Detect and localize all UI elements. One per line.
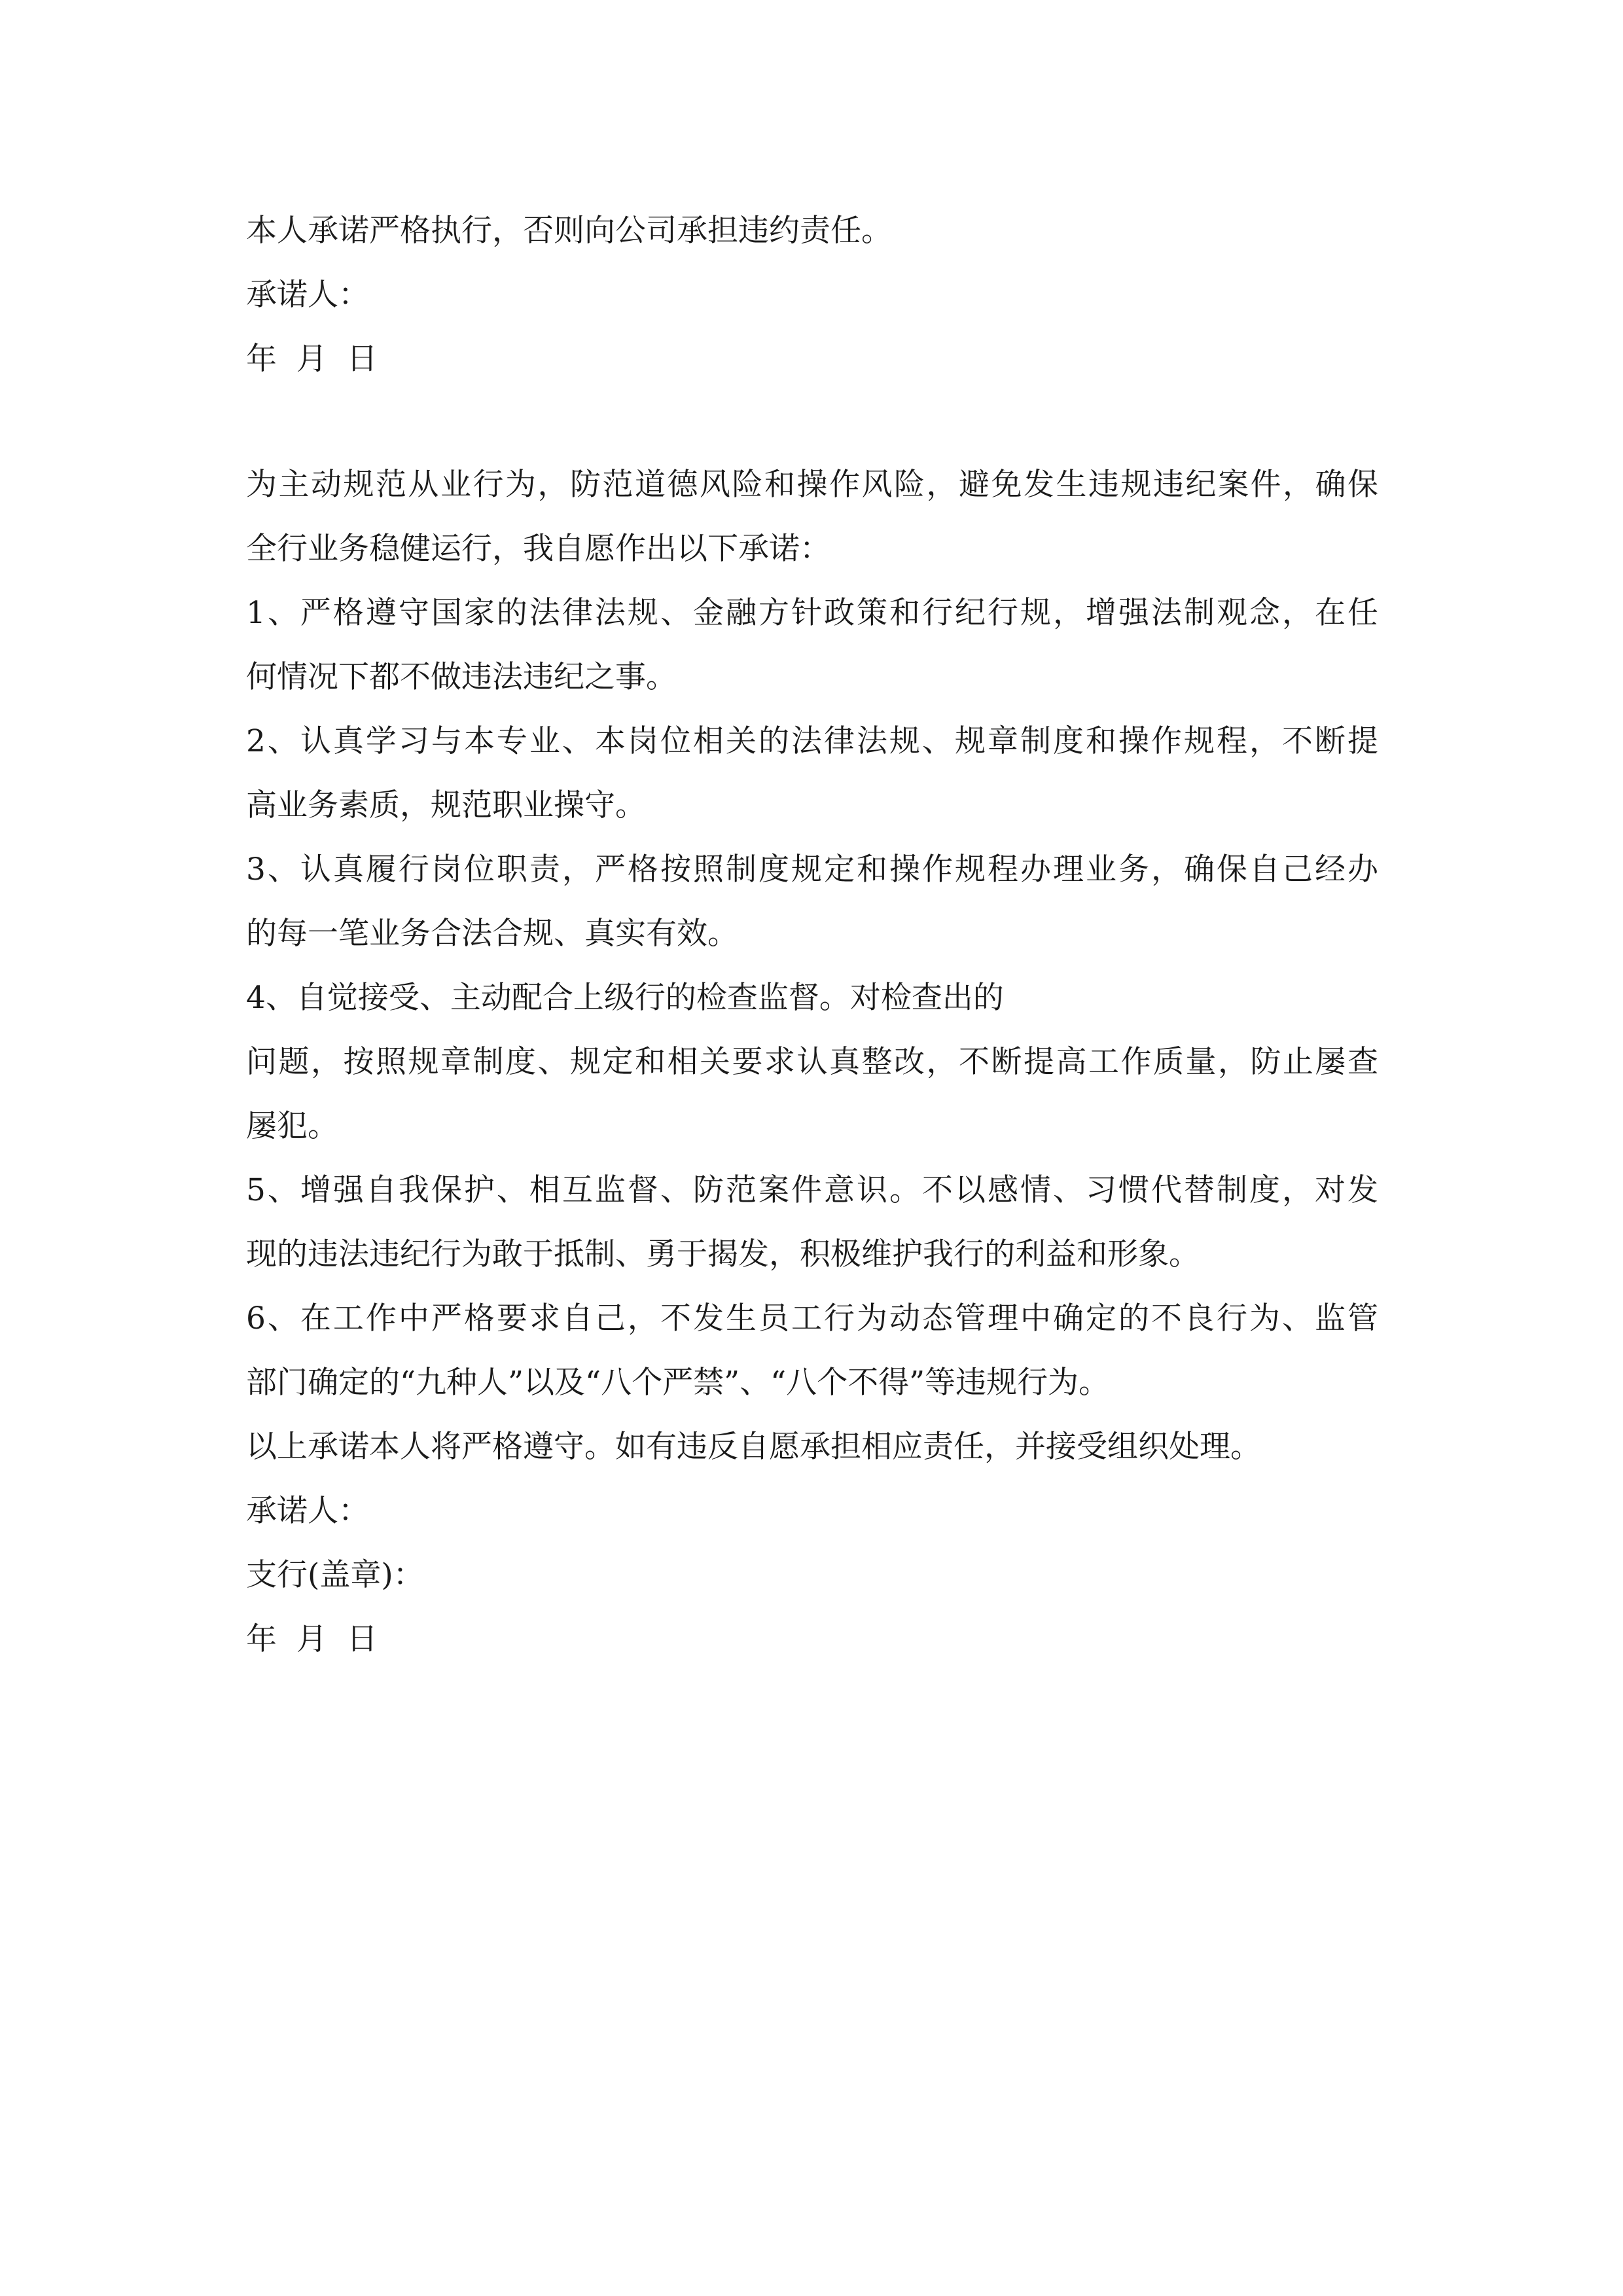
commitment-item-1-cont: 何情况下都不做违法违纪之事。 xyxy=(246,659,677,695)
intro-paragraph-line: 全行业务稳健运行，我自愿作出以下承诺： xyxy=(246,531,830,567)
commitment-item-5-cont: 现的违法违纪行为敢于抵制、勇于揭发，积极维护我行的利益和形象。 xyxy=(246,1236,1200,1272)
commitment-section-top xyxy=(246,199,1378,391)
commitment-item-4-cont: 问题，按照规章制度、规定和相关要求认真整改，不断提高工作质量，防止屡查 xyxy=(246,1044,1378,1080)
commitment-item-6-cont: 部门确定的“九种人”以及“八个严禁”、“八个不得”等违规行为。 xyxy=(246,1365,1110,1401)
branch-seal-label: 支行(盖章)： xyxy=(246,1557,424,1593)
commitment-letter xyxy=(246,453,1378,1672)
commitment-statement: 本人承诺严格执行，否则向公司承担违约责任。 xyxy=(246,213,892,249)
commitment-item-2-cont: 高业务素质，规范职业操守。 xyxy=(246,787,646,823)
commitment-item-4: 4、自觉接受、主动配合上级行的检查监督。对检查出的 xyxy=(246,980,1004,1016)
commitment-item-6: 6、在工作中严格要求自己，不发生员工行为动态管理中确定的不良行为、监管 xyxy=(246,1300,1378,1336)
intro-paragraph-line: 为主动规范从业行为，防范道德风险和操作风险，避免发生违规违纪案件，确保 xyxy=(246,467,1378,503)
closing-statement: 以上承诺本人将严格遵守。如有违反自愿承担相应责任，并接受组织处理。 xyxy=(246,1429,1261,1465)
signer-label: 承诺人： xyxy=(246,277,369,313)
commitment-item-2: 2、认真学习与本专业、本岗位相关的法律法规、规章制度和操作规程，不断提 xyxy=(246,723,1378,759)
commitment-item-5: 5、增强自我保护、相互监督、防范案件意识。不以感情、习惯代替制度，对发 xyxy=(246,1172,1378,1208)
commitment-item-1: 1、严格遵守国家的法律法规、金融方针政策和行纪行规，增强法制观念，在任 xyxy=(246,595,1378,631)
date-label: 年 月 日 xyxy=(246,341,378,377)
commitment-item-3-cont: 的每一笔业务合法合规、真实有效。 xyxy=(246,916,738,952)
commitment-item-4-cont: 屡犯。 xyxy=(246,1108,338,1144)
date-label: 年 月 日 xyxy=(246,1621,378,1657)
signer-label: 承诺人： xyxy=(246,1493,369,1529)
commitment-item-3: 3、认真履行岗位职责，严格按照制度规定和操作规程办理业务，确保自己经办 xyxy=(246,852,1378,888)
